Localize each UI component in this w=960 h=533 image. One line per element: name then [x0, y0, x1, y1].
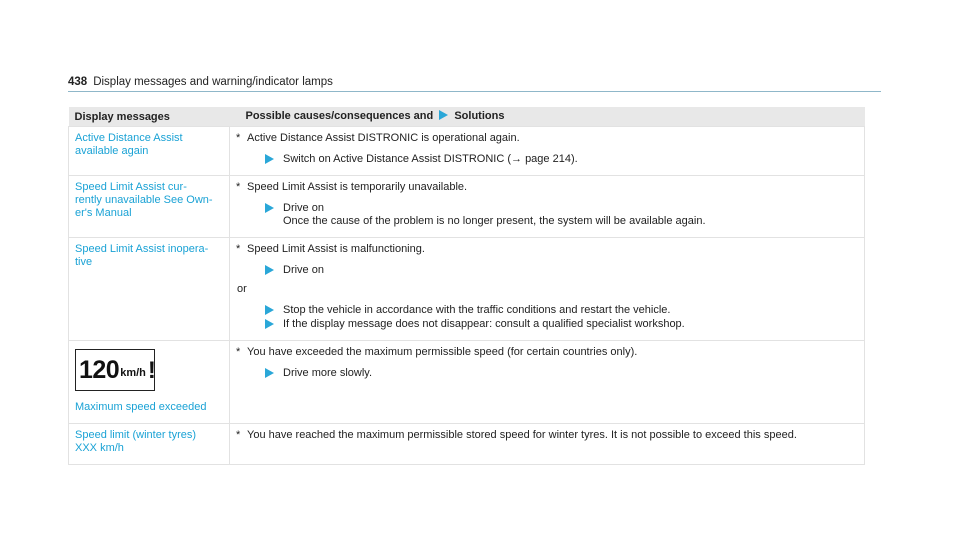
table-row: [69, 127, 865, 176]
cause-marker: *: [236, 243, 241, 255]
cause: [236, 429, 858, 442]
header-causes-solutions: [230, 107, 865, 127]
solution-line: Once the cause of the problem is no longer present, the system will be available again.: [283, 215, 706, 227]
solution-arrow-icon: [265, 203, 275, 213]
solution-line: Switch on Active Distance Assist DISTRONIC (→ page 214).: [283, 153, 578, 165]
table-row: [69, 341, 865, 424]
page-header: [68, 76, 333, 88]
display-messages-table: [68, 107, 865, 465]
solution-arrow-icon: [439, 110, 448, 124]
cause-text: Speed Limit Assist is malfunctioning.: [247, 243, 425, 255]
or-separator: or: [237, 283, 247, 295]
solution-arrow-icon: [265, 265, 275, 275]
display-message-line: er's Manual: [75, 207, 132, 219]
display-message-line: Speed Limit Assist cur-: [75, 181, 187, 193]
solution-text: [283, 367, 372, 380]
display-message-line: tive: [75, 256, 93, 268]
display-message-cell: [69, 176, 230, 238]
speed-unit: km/h: [120, 366, 146, 379]
solution-arrow-icon: [265, 319, 275, 329]
cause-solution-cell: [230, 424, 865, 465]
speed-value: 120: [79, 355, 120, 384]
header-rule: [68, 91, 881, 92]
solution-arrow-icon: [265, 154, 275, 164]
display-message-cell: [69, 424, 230, 465]
cause-solution-cell: [230, 127, 865, 176]
display-message-line: available again: [75, 145, 149, 157]
cause-solution-cell: [230, 341, 865, 424]
solution-step: [265, 202, 858, 228]
header-causes-label: Possible causes/consequences and: [245, 110, 434, 122]
warning-mark-icon: !: [147, 356, 156, 384]
solution-step: [265, 153, 858, 166]
solution-step: [265, 264, 858, 277]
page-title: Display messages and warning/indicator lamps: [93, 76, 333, 88]
speed-display-icon: [75, 349, 155, 391]
header-solutions-label: Solutions: [454, 110, 505, 122]
page-number: 438: [68, 76, 88, 88]
cause-solution-cell: [230, 238, 865, 341]
cause-marker: *: [236, 181, 241, 193]
solution-line: If the display message does not disappear: consult a qualified specialist workshop.: [283, 318, 685, 330]
cause-solution-cell: [230, 176, 865, 238]
solution-line: Drive on: [283, 202, 324, 214]
display-message-line: Speed limit (winter tyres): [75, 429, 197, 441]
solution-step: [265, 367, 858, 380]
cause-text: Speed Limit Assist is temporarily unavailable.: [247, 181, 468, 193]
solution-text: [283, 304, 670, 317]
cause-text: You have reached the maximum permissible stored speed for winter tyres. It is not possible to exceed this speed.: [247, 429, 797, 441]
cause-text: You have exceeded the maximum permissible speed (for certain countries only).: [247, 346, 638, 358]
solution-line: Drive on: [283, 264, 324, 276]
solution-arrow-icon: [265, 368, 275, 378]
solution-text: [283, 264, 324, 277]
solution-step: [265, 304, 858, 317]
solution-step: [265, 318, 858, 331]
table-row: [69, 238, 865, 341]
cause-text: Active Distance Assist DISTRONIC is operational again.: [247, 132, 520, 144]
display-message-cell: [69, 127, 230, 176]
solution-text: [283, 153, 578, 166]
solution-text: [283, 318, 685, 331]
table-header-row: [69, 107, 865, 127]
display-message-cell: [69, 238, 230, 341]
display-message-line: Active Distance Assist: [75, 132, 183, 144]
table-row: [69, 176, 865, 238]
display-message-line: Maximum speed exceeded: [75, 401, 207, 413]
cause-marker: *: [236, 132, 241, 144]
cause: [236, 132, 858, 145]
cause: [236, 181, 858, 194]
display-message-line: rently unavailable See Own-: [75, 194, 213, 206]
header-display-messages: Display messages: [69, 107, 230, 127]
cause: [236, 346, 858, 359]
solution-line: Stop the vehicle in accordance with the traffic conditions and restart the vehicle.: [283, 304, 671, 316]
table-row: [69, 424, 865, 465]
solution-text: [283, 202, 706, 228]
cause-marker: *: [236, 429, 241, 441]
display-message-line: Speed Limit Assist inopera-: [75, 243, 209, 255]
solution-arrow-icon: [265, 305, 275, 315]
solution-line: Drive more slowly.: [283, 367, 373, 379]
display-message-cell: [69, 341, 230, 424]
cause: [236, 243, 858, 256]
cause-marker: *: [236, 346, 241, 358]
display-message-line: XXX km/h: [75, 442, 124, 454]
